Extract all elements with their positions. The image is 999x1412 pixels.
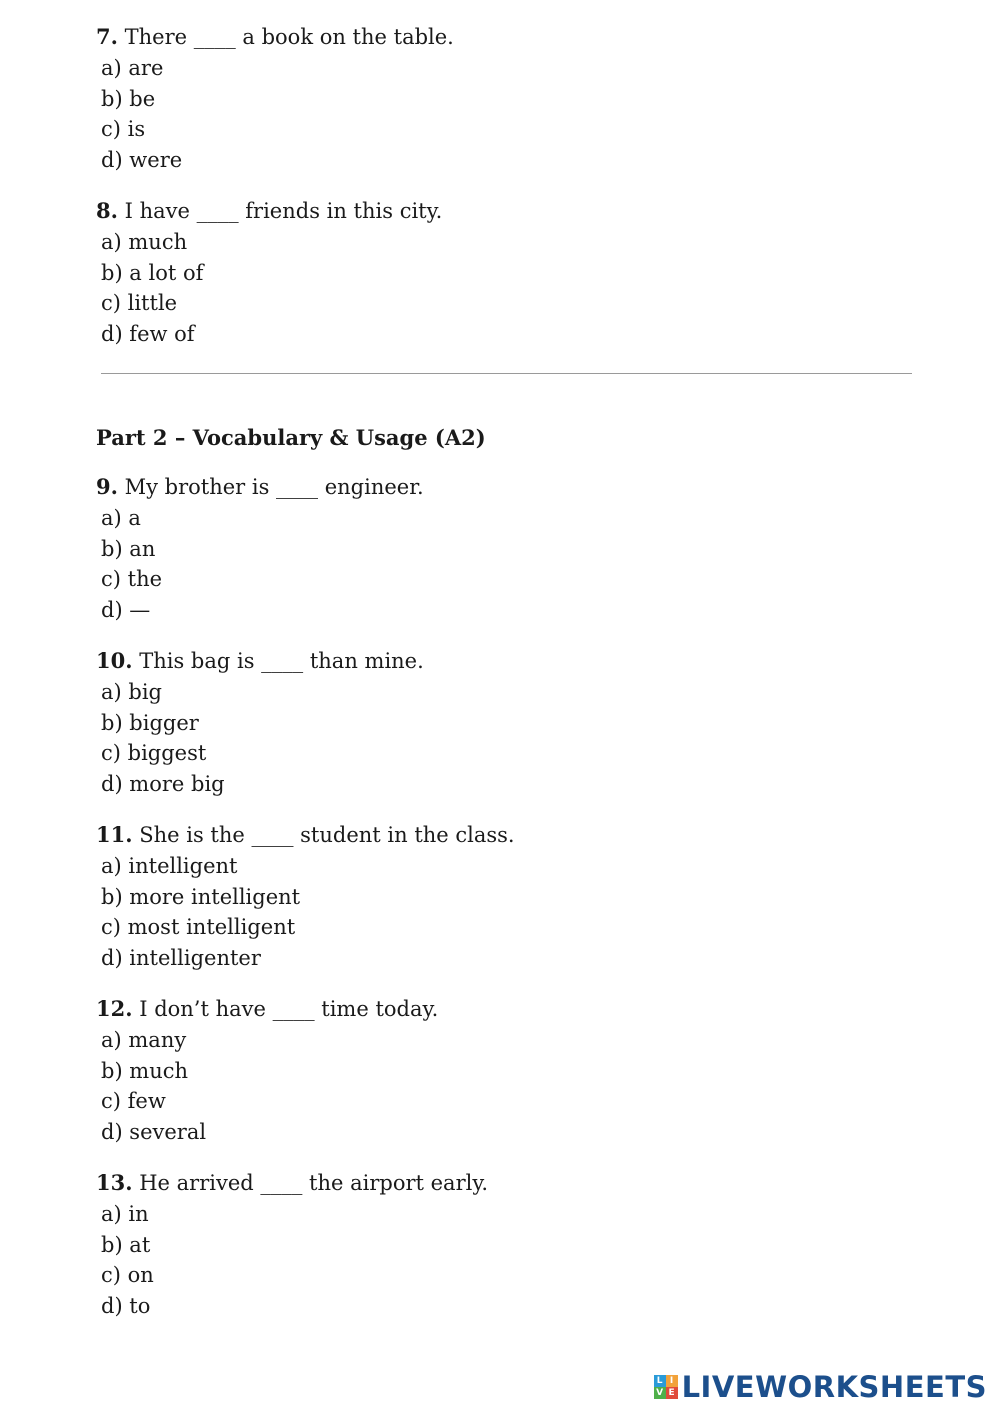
question-number: 10. <box>96 647 133 673</box>
question-stem <box>96 646 916 677</box>
answer-options <box>96 503 916 626</box>
answer-option[interactable]: d) to <box>101 1294 151 1319</box>
liveworksheets-mark-icon: L I V E <box>654 1375 678 1399</box>
question-stem <box>96 994 916 1025</box>
answer-option[interactable]: b) a lot of <box>101 260 204 285</box>
question-number: 12. <box>96 995 133 1021</box>
question-number: 7. <box>96 24 118 49</box>
section-divider <box>101 373 912 374</box>
question-text: There ____ a book on the table. <box>117 25 454 49</box>
question-number: 8. <box>96 197 118 223</box>
answer-option[interactable]: c) the <box>101 567 163 592</box>
question-group-part2 <box>96 472 916 1322</box>
question <box>96 994 916 1148</box>
answer-option[interactable]: b) an <box>101 536 156 561</box>
answer-options <box>96 227 916 350</box>
answer-option[interactable]: a) many <box>101 1027 187 1052</box>
answer-option[interactable]: a) big <box>101 679 162 704</box>
brand-name: LIVEWORKSHEETS <box>681 1370 987 1404</box>
answer-options <box>96 1025 916 1148</box>
answer-option[interactable]: d) several <box>101 1120 207 1145</box>
question-text: I have ____ friends in this city. <box>117 198 443 223</box>
question <box>96 472 916 626</box>
question <box>96 820 916 974</box>
question <box>96 1168 916 1322</box>
question-number: 13. <box>96 1169 133 1195</box>
answer-option[interactable]: b) bigger <box>101 710 199 735</box>
answer-option[interactable]: b) more intelligent <box>101 884 301 909</box>
answer-option[interactable]: d) more big <box>101 772 225 797</box>
answer-option[interactable]: b) be <box>101 86 156 111</box>
answer-option[interactable]: d) few of <box>101 322 195 347</box>
question-text: My brother is ____ engineer. <box>117 474 424 499</box>
question-group-part1 <box>96 22 916 350</box>
liveworksheets-logo <box>654 1370 987 1404</box>
answer-option[interactable]: a) much <box>101 229 188 254</box>
answer-option[interactable]: c) on <box>101 1263 154 1288</box>
answer-option[interactable]: c) most intelligent <box>101 915 296 940</box>
answer-option[interactable]: c) is <box>101 117 146 142</box>
answer-option[interactable]: c) little <box>101 291 178 316</box>
question-number: 11. <box>96 821 133 847</box>
question-text: This bag is ____ than mine. <box>132 648 424 673</box>
question-text: She is the ____ student in the class. <box>132 822 515 847</box>
answer-option[interactable]: d) intelligenter <box>101 946 261 971</box>
answer-options <box>96 53 916 176</box>
answer-option[interactable]: b) at <box>101 1232 151 1257</box>
answer-option[interactable]: c) biggest <box>101 741 207 766</box>
question-stem <box>96 196 916 227</box>
question <box>96 22 916 176</box>
question-text: He arrived ____ the airport early. <box>132 1170 489 1195</box>
answer-option[interactable]: a) are <box>101 55 164 80</box>
answer-option[interactable]: a) a <box>101 505 141 530</box>
answer-option[interactable]: d) were <box>101 148 183 173</box>
question-number: 9. <box>96 473 118 499</box>
question-stem <box>96 472 916 503</box>
answer-option[interactable]: d) — <box>101 598 151 623</box>
question-text: I don’t have ____ time today. <box>132 996 439 1021</box>
answer-options <box>96 851 916 974</box>
worksheet-page <box>96 22 916 1342</box>
answer-option[interactable]: a) in <box>101 1201 149 1226</box>
question <box>96 196 916 350</box>
answer-options <box>96 677 916 800</box>
answer-option[interactable]: a) intelligent <box>101 853 238 878</box>
section-title: Part 2 – Vocabulary & Usage (A2) <box>96 424 486 450</box>
answer-option[interactable]: b) much <box>101 1058 189 1083</box>
answer-options <box>96 1199 916 1322</box>
question-stem <box>96 1168 916 1199</box>
answer-option[interactable]: c) few <box>101 1089 166 1114</box>
question-stem <box>96 820 916 851</box>
question <box>96 646 916 800</box>
question-stem <box>96 22 916 53</box>
